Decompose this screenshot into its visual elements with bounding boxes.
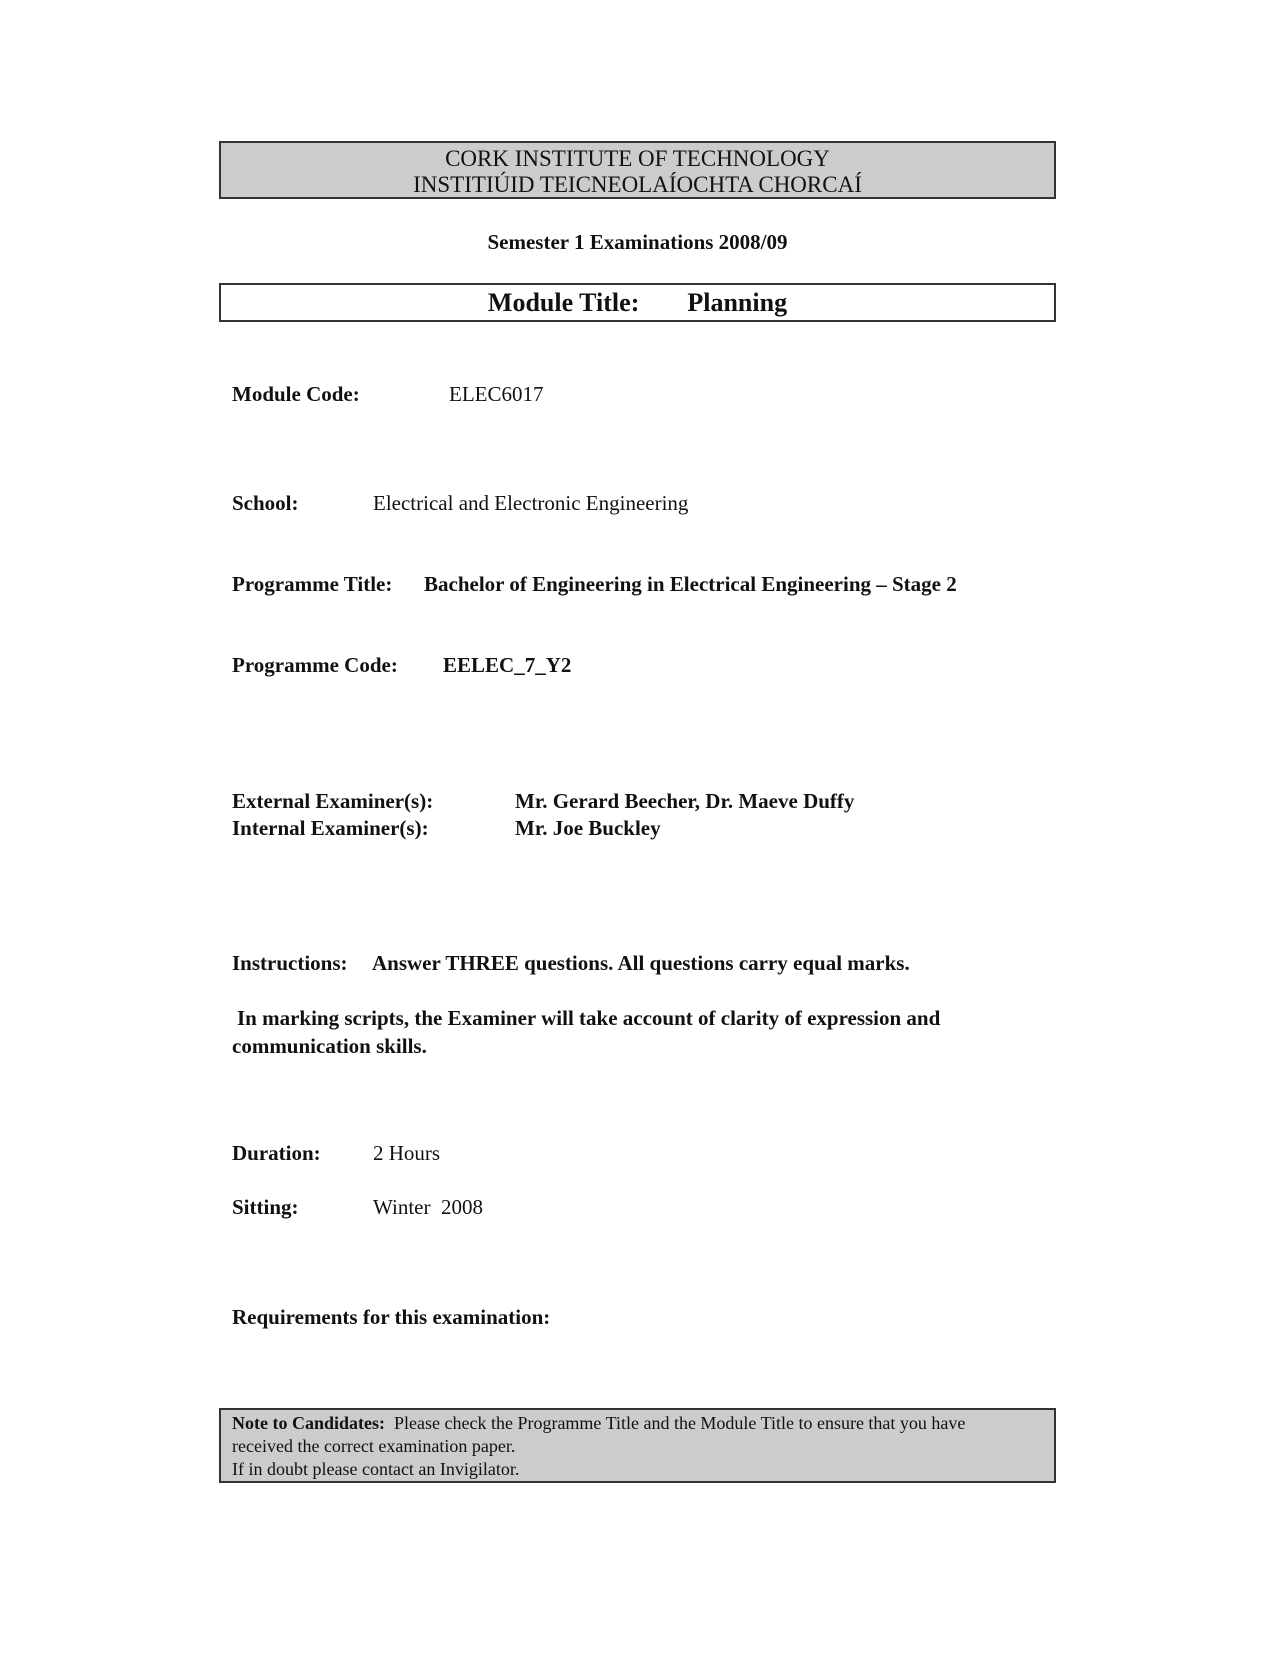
programme-code-label: Programme Code:	[232, 653, 398, 677]
external-examiner-value: Mr. Gerard Beecher, Dr. Maeve Duffy	[515, 789, 855, 813]
duration-label: Duration:	[232, 1141, 321, 1165]
semester-heading: Semester 1 Examinations 2008/09	[487, 230, 788, 254]
school-value: Electrical and Electronic Engineering	[373, 491, 689, 515]
school-label: School:	[232, 491, 299, 515]
programme-title-label: Programme Title:	[232, 572, 393, 596]
note-label: Note to Candidates:	[232, 1413, 385, 1433]
sitting-value: Winter 2008	[373, 1195, 483, 1219]
institute-name-irish: INSTITIÚID TEICNEOLAÍOCHTA CHORCAÍ	[413, 172, 862, 197]
internal-examiner-value: Mr. Joe Buckley	[515, 816, 661, 840]
marking-note-line2: communication skills.	[232, 1034, 427, 1058]
duration-value: 2 Hours	[373, 1141, 441, 1165]
note-text-line2: received the correct examination paper.	[232, 1436, 516, 1456]
note-to-candidates-box	[219, 1408, 1056, 1483]
module-title-box	[219, 283, 1056, 322]
note-line-1	[232, 1412, 1044, 1435]
module-code-label: Module Code:	[232, 382, 360, 406]
internal-examiner-label: Internal Examiner(s):	[232, 816, 429, 840]
note-text-line1: Please check the Programme Title and the Module Title to ensure that you have	[394, 1413, 966, 1433]
instructions-value: Answer THREE questions. All questions carry equal marks.	[372, 951, 910, 975]
module-title-value: Planning	[687, 288, 788, 317]
institute-header	[219, 141, 1056, 199]
instructions-label: Instructions:	[232, 951, 348, 975]
sitting-label: Sitting:	[232, 1195, 299, 1219]
institute-name-english: CORK INSTITUTE OF TECHNOLOGY	[445, 146, 830, 171]
marking-note-line1: In marking scripts, the Examiner will take account of clarity of expression and	[237, 1006, 941, 1030]
external-examiner-label: External Examiner(s):	[232, 789, 434, 813]
module-code-value: ELEC6017	[449, 382, 544, 406]
programme-code-value: EELEC_7_Y2	[443, 653, 572, 677]
programme-title-value: Bachelor of Engineering in Electrical Engineering – Stage 2	[424, 572, 957, 596]
note-text-line3: If in doubt please contact an Invigilator.	[232, 1459, 520, 1479]
module-title-label: Module Title:	[487, 288, 640, 317]
requirements-label: Requirements for this examination:	[232, 1305, 551, 1329]
